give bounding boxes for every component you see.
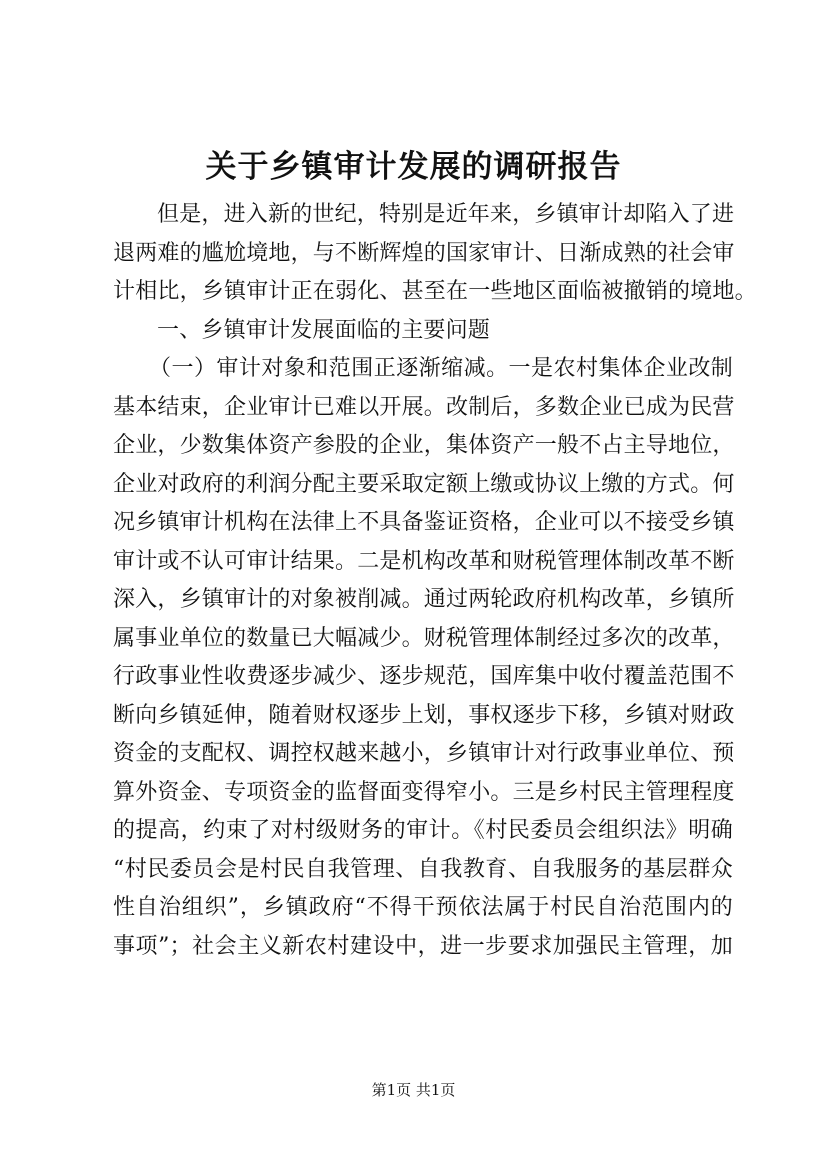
paragraph-line: 事项”；社会主义新农村建设中，进一步要求加强民主管理，加 [113, 933, 733, 959]
paragraph-line: （一）审计对象和范围正逐渐缩减。一是农村集体企业改制 [149, 356, 733, 381]
paragraph-line: 深入，乡镇审计的对象被削减。通过两轮政府机构改革，乡镇所 [113, 587, 735, 612]
section-heading: 一、乡镇审计发展面临的主要问题 [157, 317, 491, 343]
paragraph-line: 但是，进入新的世纪，特别是近年来，乡镇审计却陷入了进 [157, 202, 735, 227]
paragraph-line: 审计或不认可审计结果。二是机构改革和财税管理体制改革不断 [113, 548, 735, 574]
paragraph-line: 基本结束，企业审计已难以开展。改制后，多数企业已成为民营 [113, 394, 735, 420]
document-title: 关于乡镇审计发展的调研报告 [205, 149, 622, 185]
paragraph-line: “村民委员会是村民自我管理、自我教育、自我服务的基层群众 [113, 856, 733, 882]
paragraph-line: 企业对政府的利润分配主要采取定额上缴或协议上缴的方式。何 [113, 471, 735, 497]
paragraph-line: 行政事业性收费逐步减少、逐步规范，国库集中收付覆盖范围不 [113, 664, 735, 689]
paragraph-line: 企业，少数集体资产参股的企业，集体资产一般不占主导地位， [113, 433, 735, 458]
page-footer: 第1页 共1页 [371, 1081, 456, 1099]
paragraph-line: 性自治组织”，乡镇政府“不得干预依法属于村民自治范围内的 [113, 895, 733, 920]
paragraph-line: 属事业单位的数量已大幅减少。财税管理体制经过多次的改革， [113, 625, 735, 651]
paragraph-line: 断向乡镇延伸，随着财权逐步上划，事权逐步下移，乡镇对财政 [113, 702, 735, 728]
paragraph-line: 退两难的尴尬境地，与不断辉煌的国家审计、日渐成熟的社会审 [113, 240, 735, 266]
paragraph-line: 资金的支配权、调控权越来越小，乡镇审计对行政事业单位、预 [113, 741, 735, 766]
paragraph-line: 计相比，乡镇审计正在弱化、甚至在一些地区面临被撤销的境地。 [113, 279, 757, 304]
paragraph-line: 的提高，约束了对村级财务的审计。《村民委员会组织法》明确 [113, 818, 733, 843]
document-body [113, 196, 757, 966]
paragraph-line: 算外资金、专项资金的监督面变得窄小。三是乡村民主管理程度 [113, 779, 735, 805]
paragraph-line: 况乡镇审计机构在法律上不具备鉴证资格，企业可以不接受乡镇 [113, 510, 735, 535]
